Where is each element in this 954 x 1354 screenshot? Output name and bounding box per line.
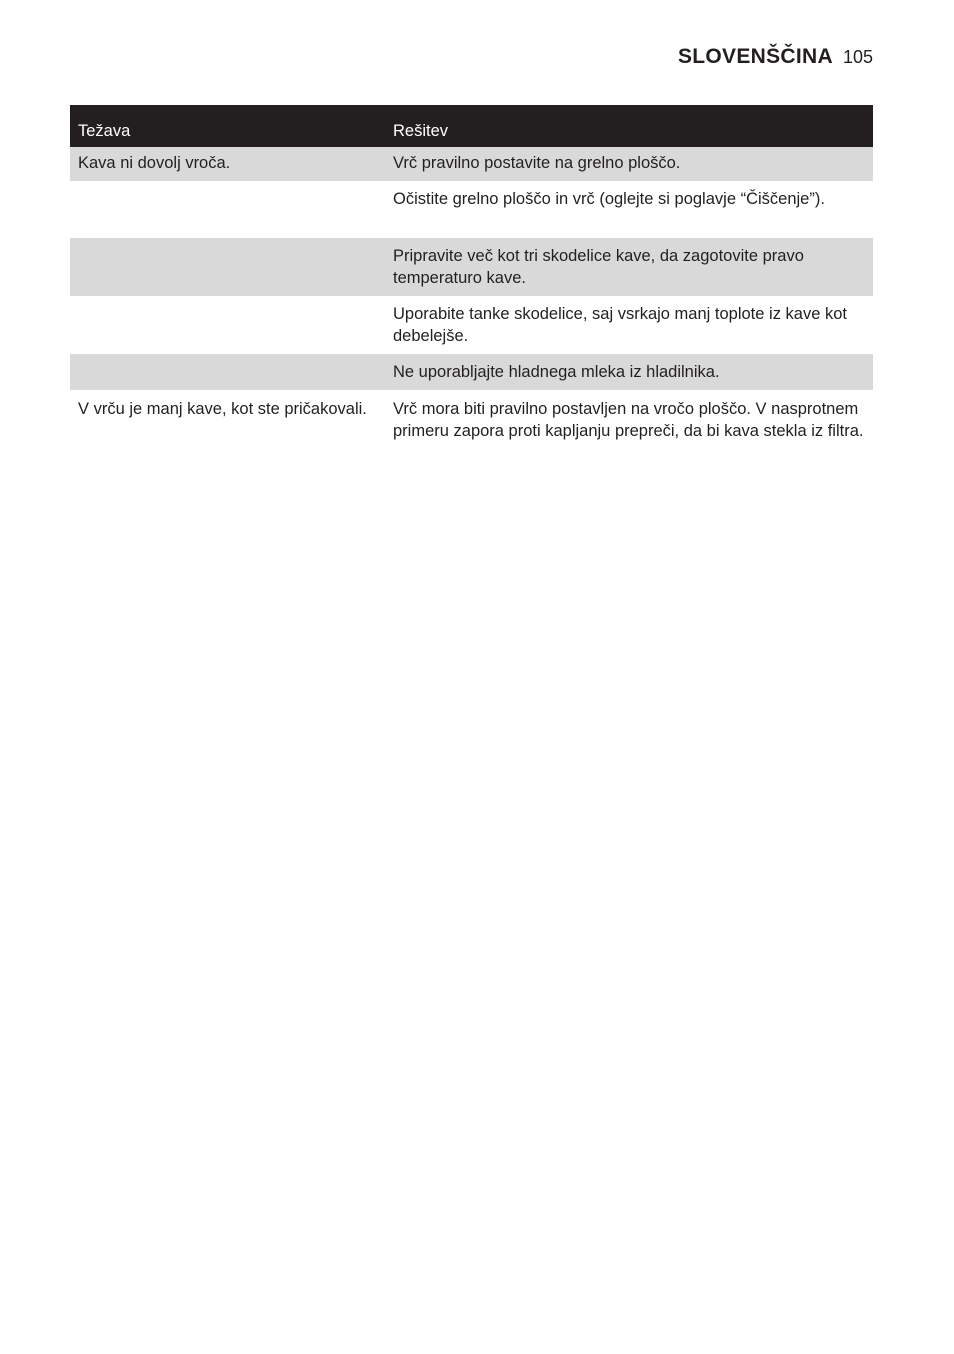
problem-cell [70,238,385,296]
solution-cell: Vrč mora biti pravilno postavljen na vročo ploščo. V nasprotnem primeru zapora proti kapljanju prepreči, da bi kava stekla iz filtra. [393,400,864,440]
solution-cell: Vrč pravilno postavite na grelno ploščo. [385,147,873,181]
problem-cell [70,296,385,354]
problem-cell [70,354,385,390]
problem-cell: Kava ni dovolj vroča. [70,147,385,181]
problem-cell [70,181,385,238]
table-row [70,181,873,238]
table-row [70,354,873,390]
table-row [70,296,873,354]
page-number: 105 [842,47,873,67]
solution-cell: Očistite grelno ploščo in vrč (oglejte si poglavje “Čiščenje”). [393,190,825,208]
table-row [70,390,873,470]
troubleshooting-table [70,105,873,470]
solution-cell: Uporabite tanke skodelice, saj vsrkajo manj toplote iz kave kot debelejše. [393,305,847,345]
section-title: SLOVENŠČINA [677,45,833,68]
problem-cell: V vrču je manj kave, kot ste pričakovali. [78,400,367,418]
page-header [678,45,873,69]
column-header-solution: Rešitev [385,105,873,147]
column-header-problem: Težava [70,105,385,147]
solution-cell: Pripravite več kot tri skodelice kave, da zagotovite pravo temperaturo kave. [385,238,873,296]
solution-cell: Ne uporabljajte hladnega mleka iz hladilnika. [385,354,873,390]
table-header-row [70,105,873,147]
table-row [70,147,873,181]
table-row [70,238,873,296]
